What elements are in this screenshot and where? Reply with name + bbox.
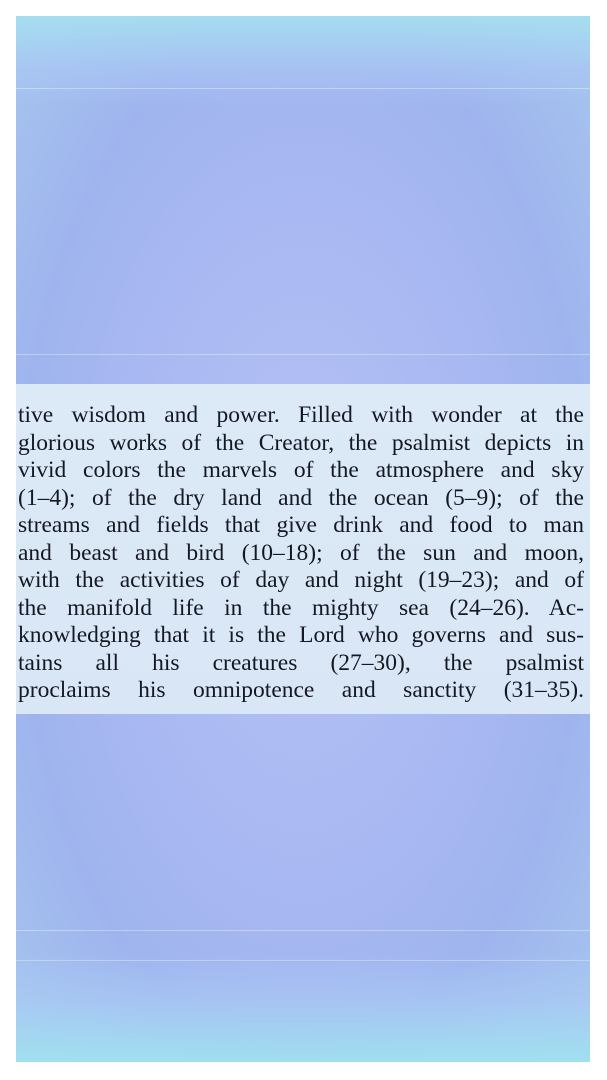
book-text-excerpt [16,384,590,714]
text-line: with the activities of day and night (19–23); and of [18,567,584,593]
text-line: vivid colors the marvels of the atmosphere and sky [18,457,584,483]
text-line: proclaims his omnipotence and sanctity (31–35). [18,677,584,703]
bottom-glare [16,952,590,1062]
text-line: (1–4); of the dry land and the ocean (5–9); of the [18,484,584,511]
faint-rule [16,930,590,931]
faint-rule [16,354,590,355]
text-line: tive wisdom and power. Filled with wonder at the [18,402,584,428]
text-line: knowledging that it is the Lord who governs and sus- [18,622,584,648]
faint-rule [16,88,590,89]
text-line: streams and fields that give drink and food to man [18,512,584,538]
text-line: the manifold life in the mighty sea (24–26). Ac- [18,594,584,621]
text-line: and beast and bird (10–18); of the sun and moon, [18,539,584,566]
photo-frame [16,16,590,1062]
text-line: glorious works of the Creator, the psalmist depicts in [18,429,584,456]
cut-off-next-line [38,696,168,702]
top-glare [16,16,590,106]
text-line: tains all his creatures (27–30), the psalmist [18,649,584,676]
